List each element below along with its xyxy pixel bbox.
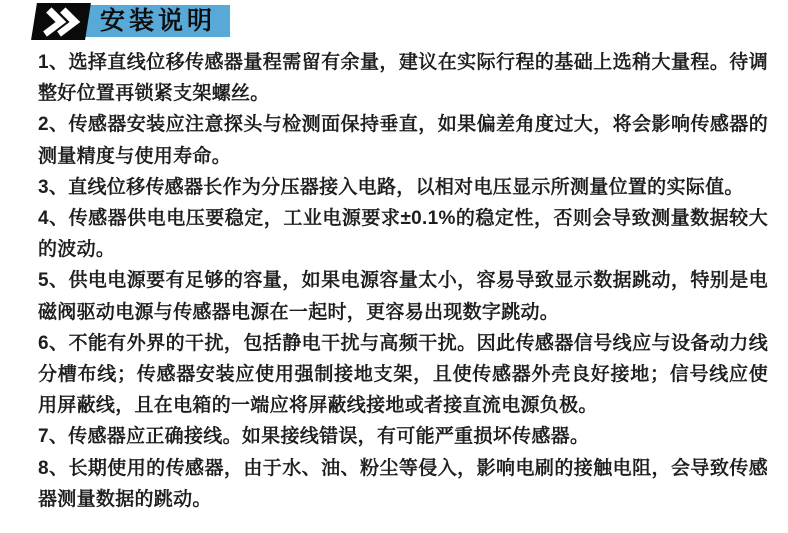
- instruction-item-8: 8、长期使用的传感器，由于水、油、粉尘等侵入，影响电刷的接触电阻，会导致传感器测量数据的跳动。: [38, 457, 768, 510]
- instruction-item-6: 6、不能有外界的干扰，包括静电干扰与高频干扰。因此传感器信号线应与设备动力线分槽布线；传感器安装应使用强制接地支架，且使传感器外壳良好接地；信号线应使用屏蔽线，且在电箱的一端应将屏蔽线接地或者接直流电源负极。: [38, 332, 768, 417]
- instruction-item-1: 1、选择直线位移传感器量程需留有余量，建议在实际行程的基础上选稍大量程。待调整好位置再锁紧支架螺丝。: [38, 52, 768, 105]
- instruction-list: [38, 47, 768, 515]
- instruction-item-2: 2、传感器安装应注意探头与检测面保持垂直，如果偏差角度过大，将会影响传感器的测量精度与使用寿命。: [38, 114, 768, 167]
- instruction-item-3: 3、直线位移传感器长作为分压器接入电路，以相对电压显示所测量位置的实际值。: [38, 176, 744, 198]
- page-title: 安装说明: [54, 5, 230, 37]
- instruction-item-5: 5、供电电源要有足够的容量，如果电源容量太小，容易导致显示数据跳动，特别是电磁阀驱动电源与传感器电源在一起时，更容易出现数字跳动。: [38, 270, 768, 323]
- instruction-item-4: 4、传感器供电电压要稳定，工业电源要求±0.1%的稳定性，否则会导致测量数据较大的波动。: [38, 208, 768, 261]
- double-chevron-right-icon: [31, 3, 91, 40]
- instruction-item-7: 7、传感器应正确接线。如果接线错误，有可能严重损坏传感器。: [38, 426, 590, 448]
